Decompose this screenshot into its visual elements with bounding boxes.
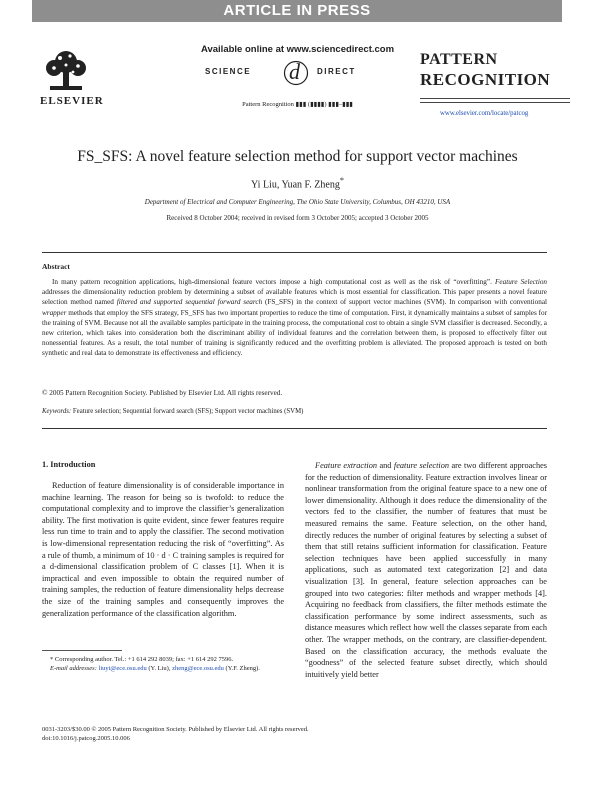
affiliation: Department of Electrical and Computer Engineering, The Ohio State University, Columbus, OH 43210, USA — [144, 198, 451, 206]
paper-authors — [0, 176, 595, 190]
abstract-text-1: In many pattern recognition applications, high-dimensional feature vectors impose a high computational cost as well as the risk of “overfitting”. — [52, 278, 492, 286]
received-dates: Received 8 October 2004; received in revised form 3 October 2005; accepted 3 October 2005 — [166, 214, 429, 222]
pr-logo-line1: PATTERN — [420, 51, 498, 68]
issn-line: 0031-3203/$30.00 © 2005 Pattern Recognition Society. Published by Elsevier Ltd. All rights reserved. — [42, 726, 309, 733]
journal-citation: Pattern Recognition ▮▮▮ (▮▮▮▮) ▮▮▮–▮▮▮ — [242, 101, 353, 108]
author-names: Yi Liu, Yuan F. Zheng — [251, 179, 340, 191]
journal-url-link[interactable]: www.elsevier.com/locate/patcog — [440, 110, 529, 117]
abstract-top-rule — [42, 252, 547, 253]
corresponding-author: * Corresponding author. Tel.: +1 614 292 8039; fax: +1 614 292 7596. — [50, 656, 234, 663]
abstract-em-3: wrapper — [42, 308, 67, 317]
intro-paragraph-1: Reduction of feature dimensionality is of considerable importance in machine learning. The reason for being so is twofold: to reduce the computational complexity and to improve the classifier’s generalization ability. The first motivation is quite evident, since fewer features require less run time to train and to apply the classifier. The second motivation is low-dimensional representation reducing the risk of “overfitting”. As a rule of thumb, a minimum of 10 · d · C training samples is required for a d-dimensional classification problem of C classes [1]. When it is impractical and even impossible to obtain the required number of training samples, the reduction of feature dimensionality helps decrease the size of the training samples and consequently improves the generalization performance of the classification algorithm. — [42, 481, 284, 618]
abstract-heading: Abstract — [42, 262, 70, 271]
intro-paragraph-2: are two different approaches for the reduction of dimensionality. Feature extraction involves linear or nonlinear transformation from the original feature space to a new one of lower dimensionality. Although it does reduce the dimensionality of the vectors fed to the classifier, the number of features that must be measured remains the same. Feature selection, on the other hand, directly reduces the number of original features by selecting a subset of them that still retains sufficient information for classification. Feature selection techniques have been applied successfully in many applications, such as automated text categorization [2] and data visualization [3]. In general, feature selection approaches can be grouped into two categories: filter methods and wrapper methods [4]. Acquiring no feedback from classifiers, the filter methods estimate the classification performance by some indirect assessments, such as distance measures which reflect how well the classes separate from each other. The wrapper methods, on the contrary, are classifier-dependent. Based on the classification accuracy, the methods evaluate the “goodness” of the selected feature subset directly, which should intuitively yield better — [305, 461, 548, 679]
abstract-em-1: Feature Selection — [495, 278, 548, 286]
paper-title: FS_SFS: A novel feature selection method for support vector machines — [77, 148, 518, 165]
abstract-text-2: addresses the dimensionality reduction problem by determining a subset of available features which is most essential for classification. This paper presents a novel feature selection method named — [42, 288, 547, 307]
abstract-copyright: © 2005 Pattern Recognition Society. Published by Elsevier Ltd. All rights reserved. — [42, 389, 283, 397]
abstract-bottom-rule — [42, 428, 547, 429]
sd-right: DIRECT — [317, 67, 356, 76]
abstract-text-4: methods that employ the SFS strategy, FS_SFS has two important properties to reduce the time of computation. First, it dynamically maintains a subset of samples for the training of SVM. Because not all the available samples participate in the training process, the computational cost to obtain a single SVM classifier is decreased. Secondly, a new criterion, which takes into consideration both the discriminant ability of individual features and the correlation between them, is proposed to effectively filter out nonessential features. As a result, the total number of training is significantly reduced and the overfitting problem is alleviated. The proposed approach is tested on both synthetic and real data to demonstrate its effectiveness and efficiency. — [42, 308, 547, 358]
pr-logo-rule — [420, 98, 570, 103]
intro-column-1 — [42, 480, 284, 619]
sd-left: SCIENCE — [205, 67, 252, 76]
sd-mark: d — [289, 59, 300, 84]
available-online: Available online at www.sciencedirect.com — [200, 44, 395, 55]
abstract-body — [42, 277, 547, 359]
keywords-label: Keywords: — [42, 408, 72, 415]
intro-em-feature-selection: feature selection — [393, 461, 449, 470]
email-link-zheng[interactable]: zheng@ece.osu.edu — [172, 665, 224, 672]
intro-and: and — [379, 461, 392, 470]
pr-logo-line2: RECOGNITION — [420, 70, 551, 89]
email-link-liu[interactable]: liuyi@ece.osu.edu — [98, 665, 147, 672]
keywords-text: Feature selection; Sequential forward search (SFS); Support vector machines (SVM) — [72, 408, 304, 415]
sciencedirect-logo — [205, 60, 395, 86]
doi-line: doi:10.1016/j.patcog.2005.10.006 — [42, 735, 130, 742]
footnote-rule — [42, 650, 122, 651]
pattern-recognition-logo — [420, 50, 580, 90]
elsevier-wordmark: ELSEVIER — [40, 95, 104, 107]
email-who-zheng: (Y.F. Zheng). — [225, 665, 260, 672]
intro-column-2 — [305, 460, 547, 680]
keywords — [42, 408, 303, 415]
issn-doi — [42, 725, 309, 743]
abstract-text-3: (FS_SFS) in the context of support vector machines (SVM). In comparison with conventional — [265, 298, 548, 307]
section-heading-introduction: 1. Introduction — [42, 460, 96, 469]
intro-em-feature-extraction: Feature extraction — [315, 461, 378, 470]
footnote — [42, 655, 284, 673]
author-mark: * — [339, 176, 344, 185]
email-label: E-mail addresses: — [50, 665, 97, 672]
article-in-press-banner: ARTICLE IN PRESS — [32, 0, 562, 22]
abstract-em-2: filtered and supported sequential forward search — [116, 298, 263, 307]
email-who-liu: (Y. Liu), — [148, 665, 171, 672]
